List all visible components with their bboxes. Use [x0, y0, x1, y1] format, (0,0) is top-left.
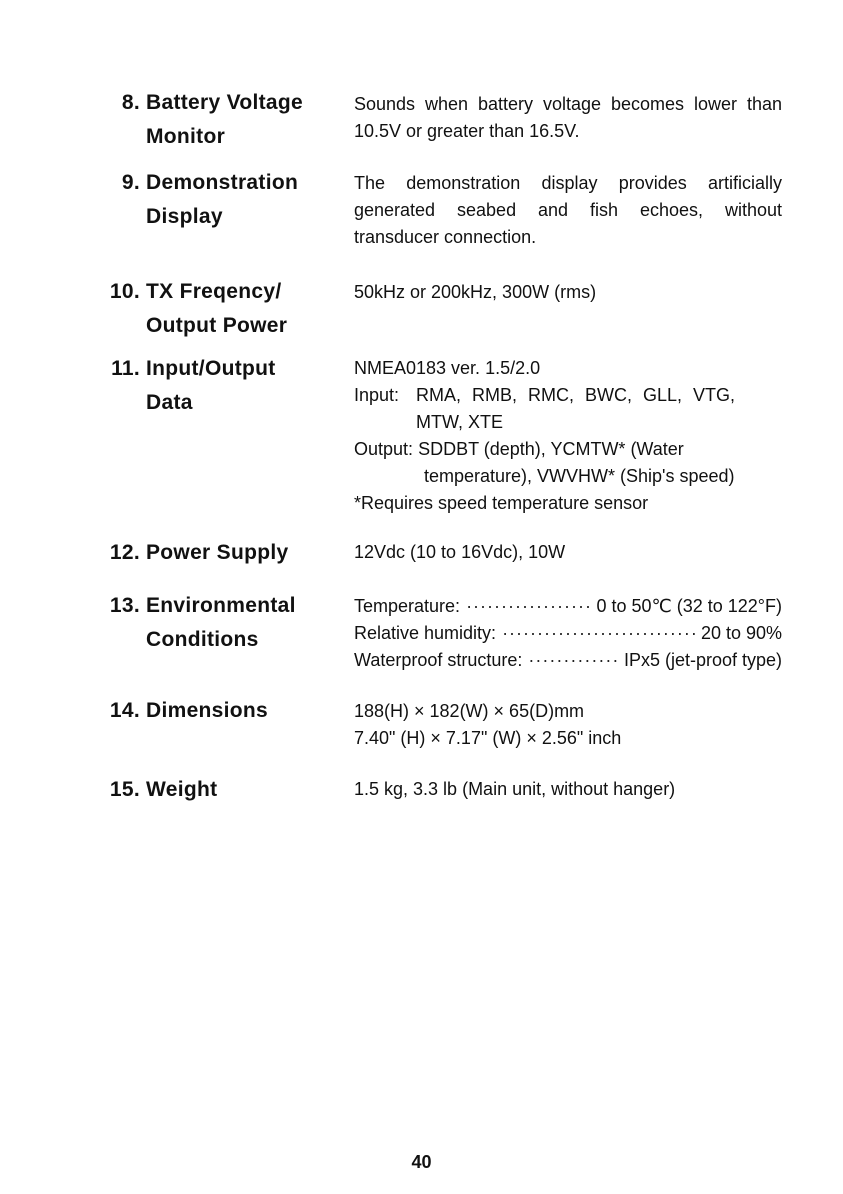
spec-number: 10.: [109, 280, 140, 303]
spec-description: Sounds when battery voltage becomes lower than 10.5V or greater than 16.5V.: [354, 94, 782, 141]
env-row-waterproof: Waterproof structure: ····· IPx5 (jet-proof type): [354, 647, 782, 674]
spec-number: 14.: [109, 699, 140, 722]
io-standard: NMEA0183 ver. 1.5/2.0: [354, 358, 541, 378]
dot-leader: [528, 647, 618, 674]
spec-number: 9.: [121, 171, 140, 194]
spec-title: TX Freqency/ Output Power: [146, 280, 288, 337]
io-data-block: [354, 355, 782, 517]
env-list: [354, 593, 782, 674]
spec-number: 12.: [109, 541, 140, 564]
env-row-humidity: Relative humidity: ····· 20 to 90%: [354, 620, 782, 647]
spec-title: Power Supply: [146, 541, 289, 564]
io-output-label: Output:: [354, 439, 414, 459]
spec-number: 8.: [121, 91, 140, 114]
spec-description: 50kHz or 200kHz, 300W (rms): [354, 282, 597, 302]
spec-number: 15.: [109, 778, 140, 801]
spec-description: 12Vdc (10 to 16Vdc), 10W: [354, 542, 566, 562]
spec-title: Dimensions: [146, 699, 269, 722]
spec-description: The demonstration display provides artificially generated seabed and fish echoes, without transducer connection.: [354, 173, 782, 247]
io-output-line: Output: SDDBT (depth), YCMTW* (Water: [354, 439, 684, 459]
spec-description: 1.5 kg, 3.3 lb (Main unit, without hanger): [354, 779, 676, 799]
spec-title: Demonstration Display: [146, 171, 299, 228]
io-input-continuation: MTW, XTE: [416, 412, 503, 432]
spec-description: 188(H) × 182(W) × 65(D)mm 7.40" (H) × 7.17" (W) × 2.56" inch: [354, 701, 622, 748]
spec-number: 13.: [109, 594, 140, 617]
io-note: *Requires speed temperature sensor: [354, 493, 649, 513]
spec-number: 11.: [111, 357, 140, 380]
dot-leader: [502, 620, 695, 647]
env-row-temperature: Temperature: ····· 0 to 50℃ (32 to 122°F): [354, 593, 782, 620]
spec-title: Weight: [146, 778, 218, 801]
io-input-line: Input: RMA, RMB, RMC, BWC, GLL, VTG,: [354, 382, 782, 409]
spec-title: Battery Voltage Monitor: [146, 91, 303, 148]
spec-title: Input/Output Data: [146, 357, 276, 414]
io-output-continuation: temperature), VWVHW* (Ship's speed): [424, 466, 735, 486]
page-number: 40: [411, 1152, 432, 1172]
dot-leader: [466, 593, 590, 620]
spec-title: Environmental Conditions: [146, 594, 296, 651]
io-input-label: Input:: [354, 385, 400, 405]
